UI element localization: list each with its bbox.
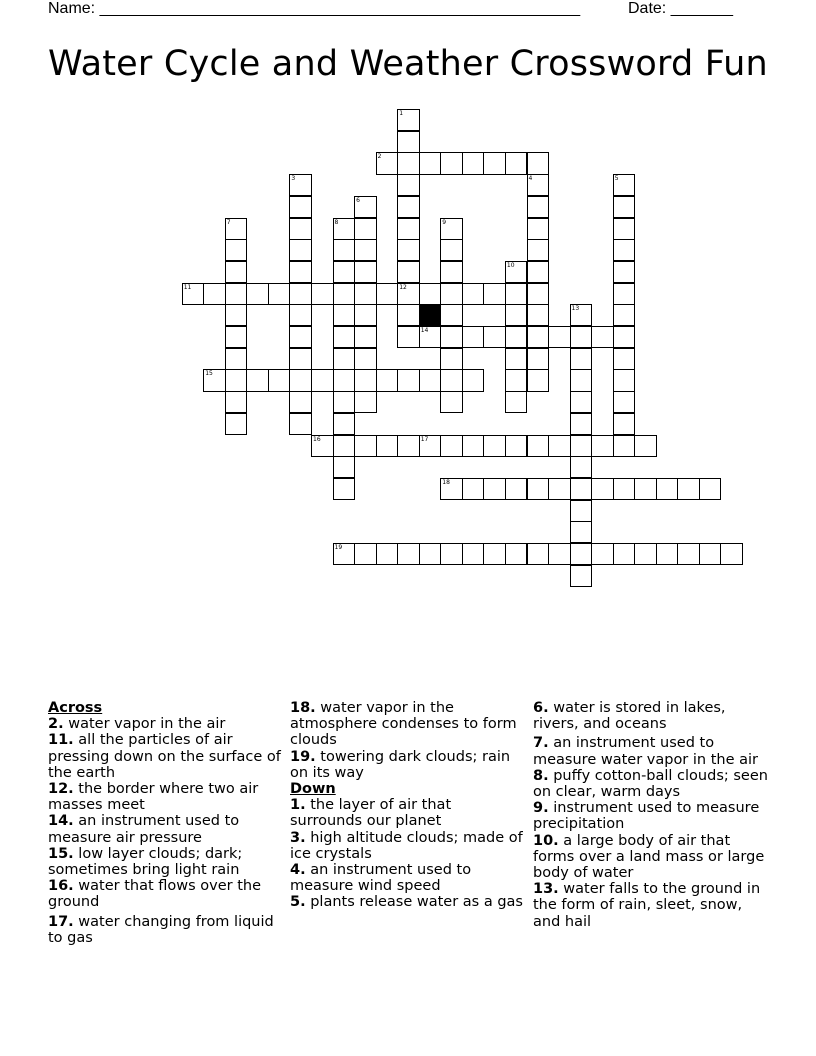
grid-cell[interactable] — [225, 326, 248, 348]
grid-cell[interactable] — [333, 435, 356, 457]
grid-cell[interactable] — [527, 283, 550, 305]
name-line[interactable]: ______________________________________________________ — [99, 0, 581, 17]
grid-cell[interactable] — [397, 196, 420, 218]
grid-cell[interactable] — [527, 369, 550, 391]
grid-cell[interactable] — [333, 326, 356, 348]
grid-cell[interactable] — [397, 369, 420, 391]
grid-cell[interactable] — [289, 369, 312, 391]
grid-cell[interactable] — [570, 478, 593, 500]
grid-cell[interactable] — [354, 348, 377, 370]
grid-cell[interactable] — [354, 435, 377, 457]
grid-cell[interactable] — [440, 261, 463, 283]
grid-cell[interactable] — [613, 391, 636, 413]
grid-cell[interactable] — [613, 478, 636, 500]
grid-cell[interactable] — [354, 391, 377, 413]
cell-number: 2 — [377, 153, 382, 161]
grid-cell[interactable] — [634, 543, 657, 565]
grid-cell[interactable] — [419, 326, 442, 348]
grid-cell[interactable] — [289, 326, 312, 348]
grid-cell[interactable] — [333, 391, 356, 413]
grid-cell[interactable] — [333, 369, 356, 391]
grid-cell[interactable] — [397, 304, 420, 326]
grid-cell[interactable] — [354, 304, 377, 326]
grid-cell[interactable] — [591, 435, 614, 457]
grid-cell[interactable] — [505, 326, 528, 348]
grid-cell[interactable] — [570, 435, 593, 457]
date-line[interactable]: _______ — [670, 0, 733, 17]
grid-cell[interactable] — [289, 196, 312, 218]
grid-cell[interactable] — [397, 326, 420, 348]
grid-cell[interactable] — [397, 261, 420, 283]
clue-down-4: 4. an instrument used to measure wind speed — [290, 862, 472, 895]
cell-number: 16 — [313, 435, 321, 443]
grid-cell[interactable] — [333, 261, 356, 283]
grid-cell[interactable] — [483, 326, 506, 348]
grid-cell[interactable] — [376, 435, 399, 457]
grid-cell[interactable] — [570, 565, 593, 587]
down-heading: Down — [290, 781, 336, 798]
grid-cell[interactable] — [527, 435, 550, 457]
clue-across-15: 15. low layer clouds; dark; sometimes bring light rain — [48, 845, 243, 879]
grid-cell[interactable] — [570, 500, 593, 522]
grid-cell[interactable] — [613, 435, 636, 457]
clue-down-9: 9. instrument used to measure precipitation — [533, 800, 760, 833]
grid-cell[interactable] — [505, 391, 528, 413]
grid-cell[interactable] — [419, 283, 442, 305]
grid-cell[interactable] — [354, 218, 377, 240]
grid-cell[interactable] — [311, 283, 334, 305]
grid-cell[interactable] — [440, 348, 463, 370]
grid-cell[interactable] — [203, 283, 226, 305]
grid-cell[interactable] — [311, 369, 334, 391]
blocked-cell — [419, 304, 442, 326]
grid-cell[interactable] — [225, 369, 248, 391]
grid-cell[interactable] — [462, 543, 485, 565]
grid-cell[interactable] — [656, 478, 679, 500]
grid-cell[interactable] — [527, 304, 550, 326]
grid-cell[interactable] — [548, 543, 571, 565]
grid-cell[interactable] — [462, 326, 485, 348]
grid-cell[interactable] — [570, 391, 593, 413]
grid-cell[interactable] — [505, 369, 528, 391]
grid-cell[interactable] — [505, 304, 528, 326]
grid-cell[interactable] — [376, 369, 399, 391]
grid-cell[interactable] — [225, 261, 248, 283]
clue-across-12: 12. the border where two air masses meet — [48, 781, 259, 814]
grid-cell[interactable] — [397, 435, 420, 457]
grid-cell[interactable] — [613, 326, 636, 348]
grid-cell[interactable] — [613, 218, 636, 240]
clues-column-2 — [290, 700, 526, 911]
grid-cell[interactable] — [634, 478, 657, 500]
grid-cell[interactable] — [289, 174, 312, 196]
grid-cell[interactable] — [354, 239, 377, 261]
grid-cell[interactable] — [699, 543, 722, 565]
grid-cell[interactable] — [440, 478, 463, 500]
cell-number: 1 — [399, 110, 404, 117]
grid-cell[interactable] — [505, 261, 528, 283]
grid-cell[interactable] — [333, 218, 356, 240]
grid-cell[interactable] — [613, 283, 636, 305]
grid-cell[interactable] — [483, 478, 506, 500]
grid-cell[interactable] — [289, 261, 312, 283]
grid-cell[interactable] — [570, 543, 593, 565]
grid-cell[interactable] — [289, 413, 312, 435]
grid-cell[interactable] — [570, 326, 593, 348]
grid-cell[interactable] — [505, 283, 528, 305]
grid-cell[interactable] — [354, 283, 377, 305]
grid-cell[interactable] — [203, 369, 226, 391]
grid-cell[interactable] — [333, 456, 356, 478]
grid-cell[interactable] — [440, 326, 463, 348]
grid-cell[interactable] — [527, 348, 550, 370]
date-label: Date: — [628, 0, 667, 17]
grid-cell[interactable] — [440, 391, 463, 413]
grid-cell[interactable] — [440, 283, 463, 305]
grid-cell[interactable] — [505, 478, 528, 500]
cell-number: 19 — [334, 544, 343, 551]
grid-cell[interactable] — [462, 369, 485, 391]
grid-cell[interactable] — [397, 131, 420, 153]
grid-cell[interactable] — [527, 239, 550, 261]
grid-cell[interactable] — [505, 152, 528, 174]
grid-cell[interactable] — [289, 218, 312, 240]
clue-across-11: 11. all the particles of air pressing down on the surface of the earth — [48, 732, 281, 781]
name-label: Name: — [48, 0, 96, 17]
grid-cell[interactable] — [462, 478, 485, 500]
cell-number: 9 — [442, 218, 447, 226]
clue-across-16: 16. water that flows over the ground — [48, 878, 262, 911]
grid-cell[interactable] — [333, 543, 356, 565]
grid-cell[interactable] — [548, 478, 571, 500]
grid-cell[interactable] — [548, 435, 571, 457]
grid-cell[interactable] — [225, 348, 248, 370]
grid-cell[interactable] — [354, 261, 377, 283]
clue-across-18: 18. water vapor in the atmosphere condenses to form clouds — [290, 700, 517, 749]
grid-cell[interactable] — [462, 152, 485, 174]
grid-cell[interactable] — [570, 348, 593, 370]
clue-down-7: 7. an instrument used to measure water vapor in the air — [533, 735, 758, 768]
grid-cell[interactable] — [720, 543, 743, 565]
cell-number: 7 — [226, 218, 231, 226]
cell-number: 18 — [442, 478, 450, 486]
clues-column-3 — [533, 700, 773, 930]
clue-down-13: 13. water falls to the ground in the form of rain, sleet, snow, and hail — [533, 881, 761, 930]
grid-cell[interactable] — [397, 109, 420, 131]
grid-cell[interactable] — [613, 196, 636, 218]
grid-cell[interactable] — [289, 283, 312, 305]
grid-cell[interactable] — [289, 239, 312, 261]
grid-cell[interactable] — [677, 478, 700, 500]
grid-cell[interactable] — [333, 304, 356, 326]
grid-cell[interactable] — [483, 152, 506, 174]
across-heading: Across — [48, 700, 103, 716]
grid-cell[interactable] — [419, 543, 442, 565]
grid-cell[interactable] — [613, 239, 636, 261]
grid-cell[interactable] — [462, 435, 485, 457]
grid-cell[interactable] — [397, 543, 420, 565]
grid-cell[interactable] — [527, 218, 550, 240]
grid-cell[interactable] — [440, 304, 463, 326]
grid-cell[interactable] — [613, 543, 636, 565]
grid-cell[interactable] — [333, 413, 356, 435]
grid-cell[interactable] — [570, 456, 593, 478]
grid-cell[interactable] — [440, 369, 463, 391]
cell-number: 14 — [420, 327, 429, 334]
grid-cell[interactable] — [634, 435, 657, 457]
grid-cell[interactable] — [483, 543, 506, 565]
clue-down-6: 6. water is stored in lakes, rivers, and oceans — [533, 700, 726, 733]
grid-cell[interactable] — [591, 478, 614, 500]
grid-cell[interactable] — [376, 152, 399, 174]
grid-cell[interactable] — [440, 152, 463, 174]
grid-cell[interactable] — [613, 174, 636, 196]
grid-cell[interactable] — [289, 348, 312, 370]
grid-cell[interactable] — [289, 304, 312, 326]
grid-cell[interactable] — [613, 348, 636, 370]
grid-cell[interactable] — [505, 435, 528, 457]
clue-down-5: 5. plants release water as a gas — [290, 894, 523, 911]
grid-cell[interactable] — [354, 196, 377, 218]
grid-cell[interactable] — [419, 369, 442, 391]
clue-across-19: 19. towering dark clouds; rain on its way — [290, 748, 511, 781]
grid-cell[interactable] — [613, 261, 636, 283]
grid-cell[interactable] — [613, 304, 636, 326]
grid-cell[interactable] — [333, 348, 356, 370]
grid-cell[interactable] — [376, 283, 399, 305]
grid-cell[interactable] — [333, 478, 356, 500]
grid-cell[interactable] — [182, 283, 205, 305]
grid-cell[interactable] — [483, 435, 506, 457]
grid-cell[interactable] — [376, 543, 399, 565]
clue-across-17: 17. water changing from liquid to gas — [48, 913, 274, 946]
cell-number: 13 — [571, 305, 580, 313]
grid-cell[interactable] — [268, 283, 291, 305]
grid-cell[interactable] — [225, 239, 248, 261]
grid-cell[interactable] — [419, 152, 442, 174]
grid-cell[interactable] — [246, 283, 269, 305]
grid-cell[interactable] — [225, 283, 248, 305]
grid-cell[interactable] — [397, 283, 420, 305]
grid-cell[interactable] — [570, 413, 593, 435]
grid-cell[interactable] — [613, 369, 636, 391]
grid-cell[interactable] — [225, 304, 248, 326]
grid-cell[interactable] — [613, 413, 636, 435]
grid-cell[interactable] — [225, 391, 248, 413]
clue-down-8: 8. puffy cotton-ball clouds; seen on clear, warm days — [533, 767, 768, 801]
grid-cell[interactable] — [311, 435, 334, 457]
grid-cell[interactable] — [527, 152, 550, 174]
grid-cell[interactable] — [440, 435, 463, 457]
clue-across-14: 14. an instrument used to measure air pressure — [48, 813, 240, 846]
grid-cell[interactable] — [527, 543, 550, 565]
cell-number: 12 — [399, 283, 407, 291]
grid-cell[interactable] — [527, 261, 550, 283]
cell-number: 5 — [614, 175, 619, 183]
cell-number: 17 — [420, 435, 429, 443]
clue-down-10: 10. a large body of air that forms over a land mass or large body of water — [533, 832, 765, 882]
grid-cell[interactable] — [225, 413, 248, 435]
cell-number: 4 — [528, 175, 533, 183]
grid-cell[interactable] — [246, 369, 269, 391]
grid-cell[interactable] — [570, 369, 593, 391]
grid-cell[interactable] — [397, 239, 420, 261]
grid-cell[interactable] — [419, 435, 442, 457]
grid-cell[interactable] — [440, 218, 463, 240]
grid-cell[interactable] — [483, 283, 506, 305]
cell-number: 10 — [506, 261, 515, 269]
grid-cell[interactable] — [548, 326, 571, 348]
grid-cell[interactable] — [527, 478, 550, 500]
grid-cell[interactable] — [354, 326, 377, 348]
cell-number: 6 — [356, 196, 360, 204]
grid-cell[interactable] — [397, 218, 420, 240]
grid-cell[interactable] — [505, 348, 528, 370]
cell-number: 8 — [334, 218, 339, 226]
clue-down-1: 1. the layer of air that surrounds our planet — [290, 797, 452, 830]
grid-cell[interactable] — [570, 304, 593, 326]
grid-cell[interactable] — [527, 196, 550, 218]
grid-cell[interactable] — [591, 326, 614, 348]
grid-cell[interactable] — [462, 283, 485, 305]
grid-cell[interactable] — [333, 239, 356, 261]
grid-cell[interactable] — [527, 174, 550, 196]
grid-cell[interactable] — [591, 543, 614, 565]
grid-cell[interactable] — [354, 543, 377, 565]
cell-number: 3 — [291, 175, 296, 183]
cell-number: 11 — [183, 283, 192, 291]
grid-cell[interactable] — [440, 239, 463, 261]
puzzle-title: Water Cycle and Weather Crossword Fun — [48, 44, 768, 84]
clue-down-3: 3. high altitude clouds; made of ice crystals — [290, 829, 523, 862]
grid-cell[interactable] — [527, 326, 550, 348]
grid-cell[interactable] — [440, 543, 463, 565]
grid-cell[interactable] — [677, 543, 700, 565]
clue-across-2: 2. water vapor in the air — [48, 716, 226, 733]
grid-cell[interactable] — [656, 543, 679, 565]
clues-column-1 — [48, 700, 284, 946]
grid-cell[interactable] — [354, 369, 377, 391]
grid-cell[interactable] — [289, 391, 312, 413]
grid-cell[interactable] — [225, 218, 248, 240]
grid-cell[interactable] — [505, 543, 528, 565]
grid-cell[interactable] — [397, 174, 420, 196]
grid-cell[interactable] — [699, 478, 722, 500]
grid-cell[interactable] — [570, 521, 593, 543]
grid-cell[interactable] — [268, 369, 291, 391]
grid-cell[interactable] — [397, 152, 420, 174]
cell-number: 15 — [205, 370, 213, 378]
grid-cell[interactable] — [333, 283, 356, 305]
